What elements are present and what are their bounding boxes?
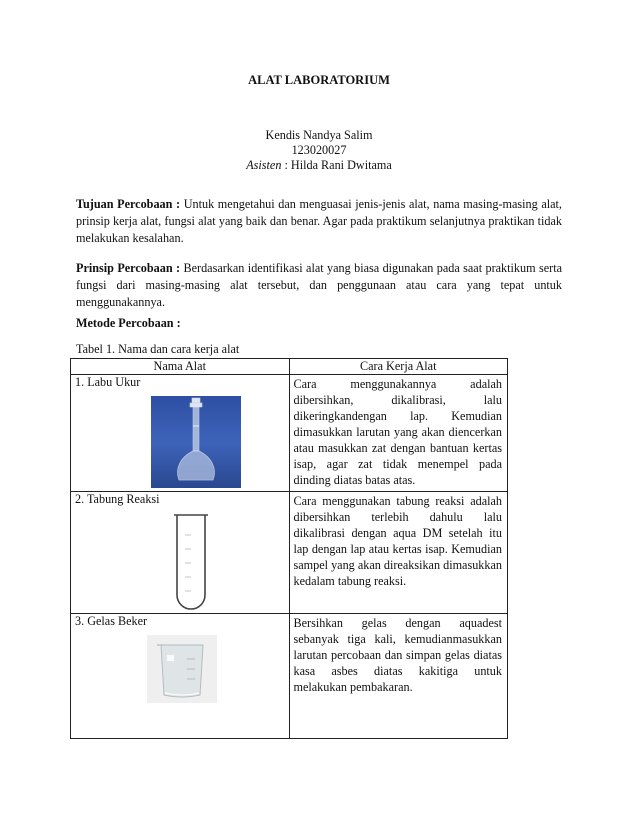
tujuan-paragraph [76,196,562,247]
prinsip-label: Prinsip Percobaan : [76,261,181,275]
prinsip-paragraph [76,260,562,311]
test-tube-image [171,513,211,613]
header-nama-alat: Nama Alat [71,359,290,375]
cara-kerja-cell: Bersihkan gelas dengan aquadest sebanyak tiga kali, kemudianmasukkan larutan percobaan dan simpan gelas diatas kasa asbes diatas kakitiga untuk melakukan pembakaran. [289,614,508,739]
table-row [71,375,508,492]
author-nim: 123020027 [291,143,347,157]
tool-name: 3. Gelas Beker [75,614,148,628]
tool-cell [71,375,290,492]
beaker-image [147,635,217,703]
cara-kerja-cell: Cara menggunakannya adalah dibersihkan, dikalibrasi, lalu dikeringkandengan lap. Kemudian dimasukkan larutan yang akan diencerkan atau masukkan zat dengan bantuan kertas isap, agar zat tidak menempel pada dinding diatas batas atas. [289,375,508,492]
tool-name: 2. Tabung Reaksi [75,492,160,506]
table-caption: Tabel 1. Nama dan cara kerja alat [76,342,240,356]
tool-cell [71,492,290,614]
prinsip-text: Berdasarkan identifikasi alat yang biasa digunakan pada saat praktikum serta fungsi dari masing-masing alat tersebut, dan penggunaan atau cara yang tepat untuk menggunakannya. [76,261,563,309]
tujuan-label: Tujuan Percobaan : [76,197,181,211]
table-row [71,614,508,739]
table-header-row [71,359,508,375]
tujuan-text: Untuk mengetahui dan menguasai jenis-jenis alat, nama masing-masing alat, prinsip kerja alat, fungsi alat yang baik dan benar. Agar pada praktikum selanjutnya praktikan tidak melakukan kesalahan. [76,197,562,245]
metode-heading: Metode Percobaan : [76,316,181,330]
asisten-line [0,158,638,173]
author-block [0,128,638,173]
cara-kerja-cell: Cara menggunakan tabung reaksi adalah dibersihkan terlebih dahulu lalu dikalibrasi dengan aqua DM setelah itu lap dengan lap atau kertas isap. Kemudian sampel yang akan direaksikan dimasukkan kedalam tabung reaksi. [289,492,508,614]
header-cara-kerja: Cara Kerja Alat [289,359,508,375]
asisten-name: Hilda Rani Dwitama [290,158,392,172]
document-title: ALAT LABORATORIUM [248,73,390,87]
asisten-label: Asisten [246,158,282,172]
tools-table [70,358,508,739]
volumetric-flask-image [151,396,241,488]
author-name: Kendis Nandya Salim [265,128,373,142]
tool-name: 1. Labu Ukur [75,375,141,389]
tool-cell [71,614,290,739]
table-row [71,492,508,614]
asisten-separator: : [281,158,291,172]
